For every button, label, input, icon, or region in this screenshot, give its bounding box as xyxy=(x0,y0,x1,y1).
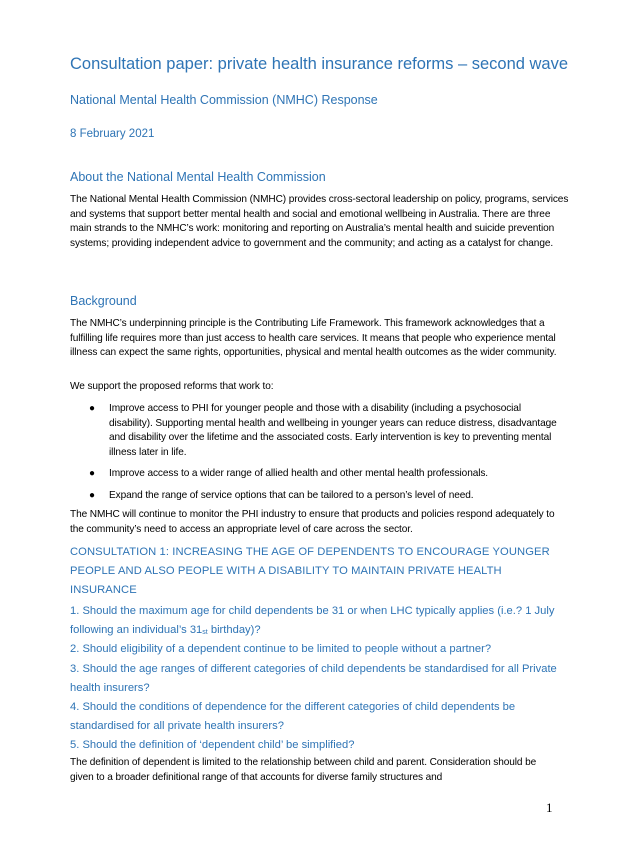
list-item-text: Improve access to a wider range of allied health and other mental health professionals. xyxy=(109,468,489,480)
question-1 xyxy=(70,602,570,642)
closing-paragraph: The NMHC will continue to monitor the PHI industry to ensure that products and policies respond adequately to the community’s need to access an appropriate level of care across the sector. xyxy=(70,509,555,535)
about-heading: About the National Mental Health Commission xyxy=(70,170,326,184)
list-item-text: Expand the range of service options that can be tailored to a person’s level of need. xyxy=(109,489,474,501)
bullet-icon: ● xyxy=(89,403,95,414)
list-item xyxy=(70,489,570,504)
background-paragraph: The NMHC’s underpinning principle is the Contributing Life Framework. This framework acknowledges that a fulfilling life requires more than just access to health care services. It means that people who experience mental illness can expect the same rights, opportunities, physical and mental health outcomes as the wider community. xyxy=(70,318,557,359)
document-title: Consultation paper: private health insurance reforms – second wave xyxy=(70,55,569,73)
document-date: 8 February 2021 xyxy=(70,128,155,140)
reforms-list xyxy=(70,402,570,504)
about-paragraph: The National Mental Health Commission (NMHC) provides cross-sectoral leadership on policy, programs, services and systems that support better mental health and social and emotional wellbeing in Australia. There are three main strands to the NMHC’s work: monitoring and reporting on Australia’s mental health and suicide prevention systems; providing independent advice to government and the community; and acting as a catalyst for change. xyxy=(70,194,569,249)
bullet-icon: ● xyxy=(89,468,95,480)
list-item xyxy=(70,467,570,482)
question-3: 3. Should the age ranges of different categories of child dependents be standardised for all Private health insurers? xyxy=(70,663,557,694)
question-1-text: 1. Should the maximum age for child dependents be 31 or when LHC typically applies (i.e.? 1 July following an individual’s 31 xyxy=(70,605,555,636)
question-1-text-end: birthday)? xyxy=(207,624,261,636)
question-4: 4. Should the conditions of dependence for the different categories of child dependents be standardised for all private health insurers? xyxy=(70,701,516,732)
list-item xyxy=(70,402,557,460)
document-subtitle: National Mental Health Commission (NMHC) Response xyxy=(70,93,378,107)
consultation-heading: CONSULTATION 1: INCREASING THE AGE OF DEPENDENTS TO ENCOURAGE YOUNGER PEOPLE AND ALSO PEOPLE WITH A DISABILITY TO MAINTAIN PRIVATE HEALTH INSURANCE xyxy=(70,546,550,596)
question-2: 2. Should eligibility of a dependent continue to be limited to people without a partner? xyxy=(70,643,492,655)
answer-paragraph: The definition of dependent is limited to the relationship between child and parent. Consideration should be given to a broader definitional range of that accounts for diverse family structures and xyxy=(70,757,537,783)
page-number: 1 xyxy=(546,800,553,815)
question-5: 5. Should the definition of ‘dependent child’ be simplified? xyxy=(70,739,355,751)
background-heading: Background xyxy=(70,294,137,308)
question-1-suffix: st xyxy=(202,629,208,636)
list-item-text: Improve access to PHI for younger people and those with a disability (including a psychosocial disability). Supporting mental health and wellbeing in younger years can reduce distress, disadvantage and disability over the lifetime and the associated costs. Early intervention is key to preventing mental illness later in life. xyxy=(109,403,557,458)
reforms-intro: We support the proposed reforms that work to: xyxy=(70,381,274,392)
bullet-icon: ● xyxy=(89,489,95,501)
